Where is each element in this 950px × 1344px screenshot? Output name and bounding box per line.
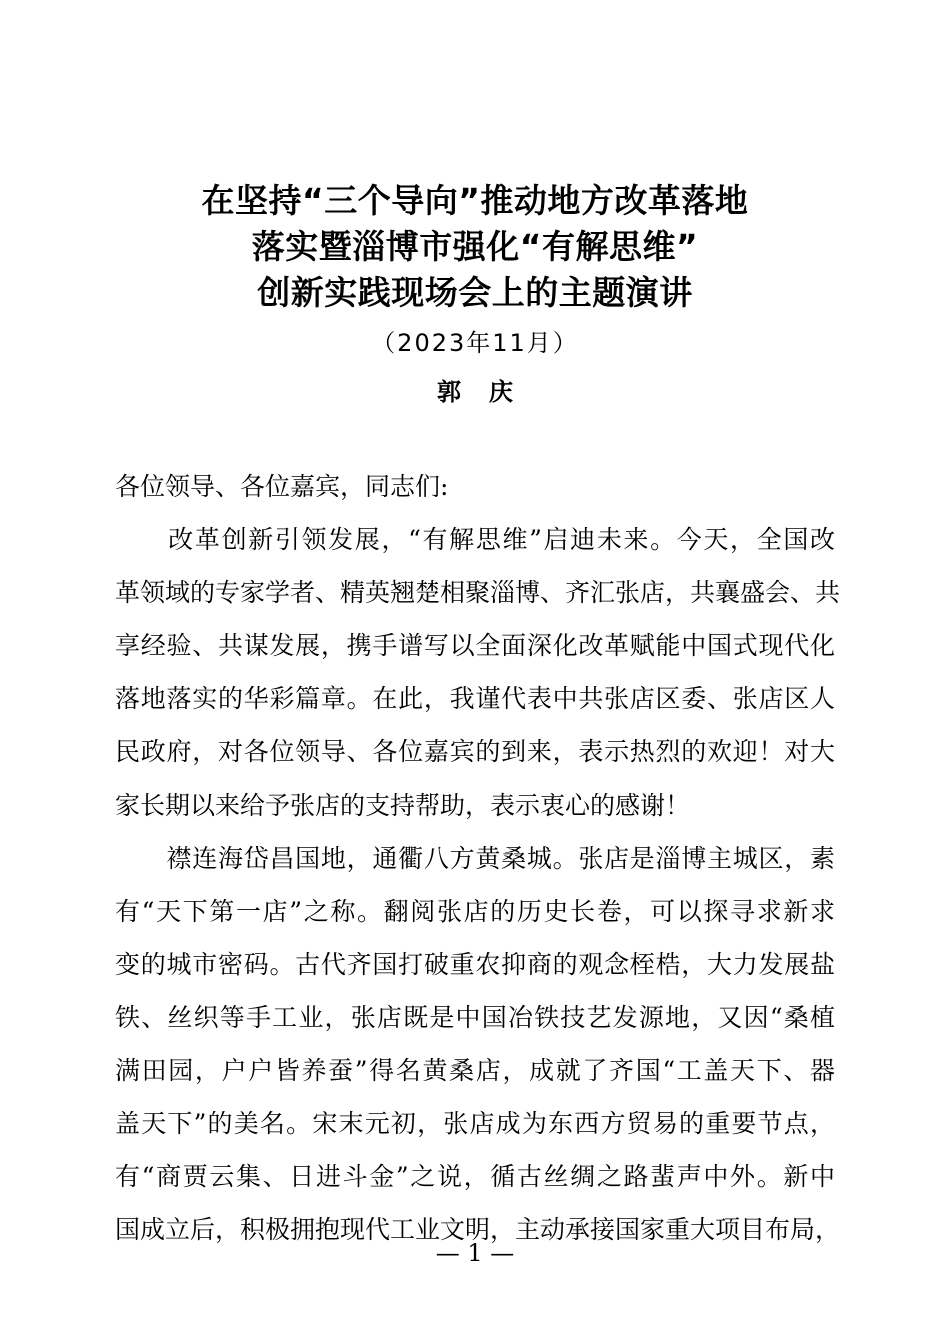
author-char: 庆	[489, 378, 513, 406]
body-line: 有“天下第一店”之称。翻阅张店的历史长卷，可以探寻求新求	[115, 896, 835, 926]
body-line: 国成立后，积极拥抱现代工业文明，主动承接国家重大项目布局，	[115, 1215, 841, 1245]
title-line-2: 落实暨淄博市强化“有解思维”	[251, 227, 699, 266]
body-line: 铁、丝织等手工业，张店既是中国冶铁技艺发源地，又因“桑植	[115, 1002, 835, 1032]
document-date: （2023年11月）	[371, 329, 579, 357]
page-number: — 1 —	[435, 1239, 515, 1267]
title-line-1: 在坚持“三个导向”推动地方改革落地	[201, 181, 749, 220]
body-line: 各位领导、各位嘉宾，同志们:	[115, 472, 449, 501]
author-name	[0, 374, 950, 410]
body-line: 家长期以来给予张店的支持帮助，表示衷心的感谢！	[115, 790, 691, 820]
body-line: 变的城市密码。古代齐国打破重农抑商的观念桎梏，大力发展盐	[115, 949, 835, 979]
body-line: 享经验、共谋发展，携手谱写以全面深化改革赋能中国式现代化	[115, 631, 835, 661]
document-title	[0, 178, 950, 316]
speech-body	[115, 460, 841, 1256]
body-line: 革领域的专家学者、精英翘楚相聚淄博、齐汇张店，共襄盛会、共	[115, 578, 841, 608]
body-line: 襟连海岱昌国地，通衢八方黄桑城。张店是淄博主城区，素	[115, 843, 835, 873]
body-line: 盖天下”的美名。宋末元初，张店成为东西方贸易的重要节点，	[115, 1109, 835, 1139]
body-line: 有“商贾云集、日进斗金”之说，循古丝绸之路蜚声中外。新中	[115, 1162, 835, 1192]
body-line: 落地落实的华彩篇章。在此，我谨代表中共张店区委、张店区人	[115, 684, 835, 714]
title-line-3: 创新实践现场会上的主题演讲	[257, 273, 693, 312]
body-line: 满田园，户户皆养蚕”得名黄桑店，成就了齐国“工盖天下、器	[115, 1056, 835, 1086]
body-line: 改革创新引领发展，“有解思维”启迪未来。今天，全国改	[115, 525, 835, 555]
body-line: 民政府，对各位领导、各位嘉宾的到来，表示热烈的欢迎！对大	[115, 737, 835, 767]
author-char: 郭	[437, 378, 461, 406]
